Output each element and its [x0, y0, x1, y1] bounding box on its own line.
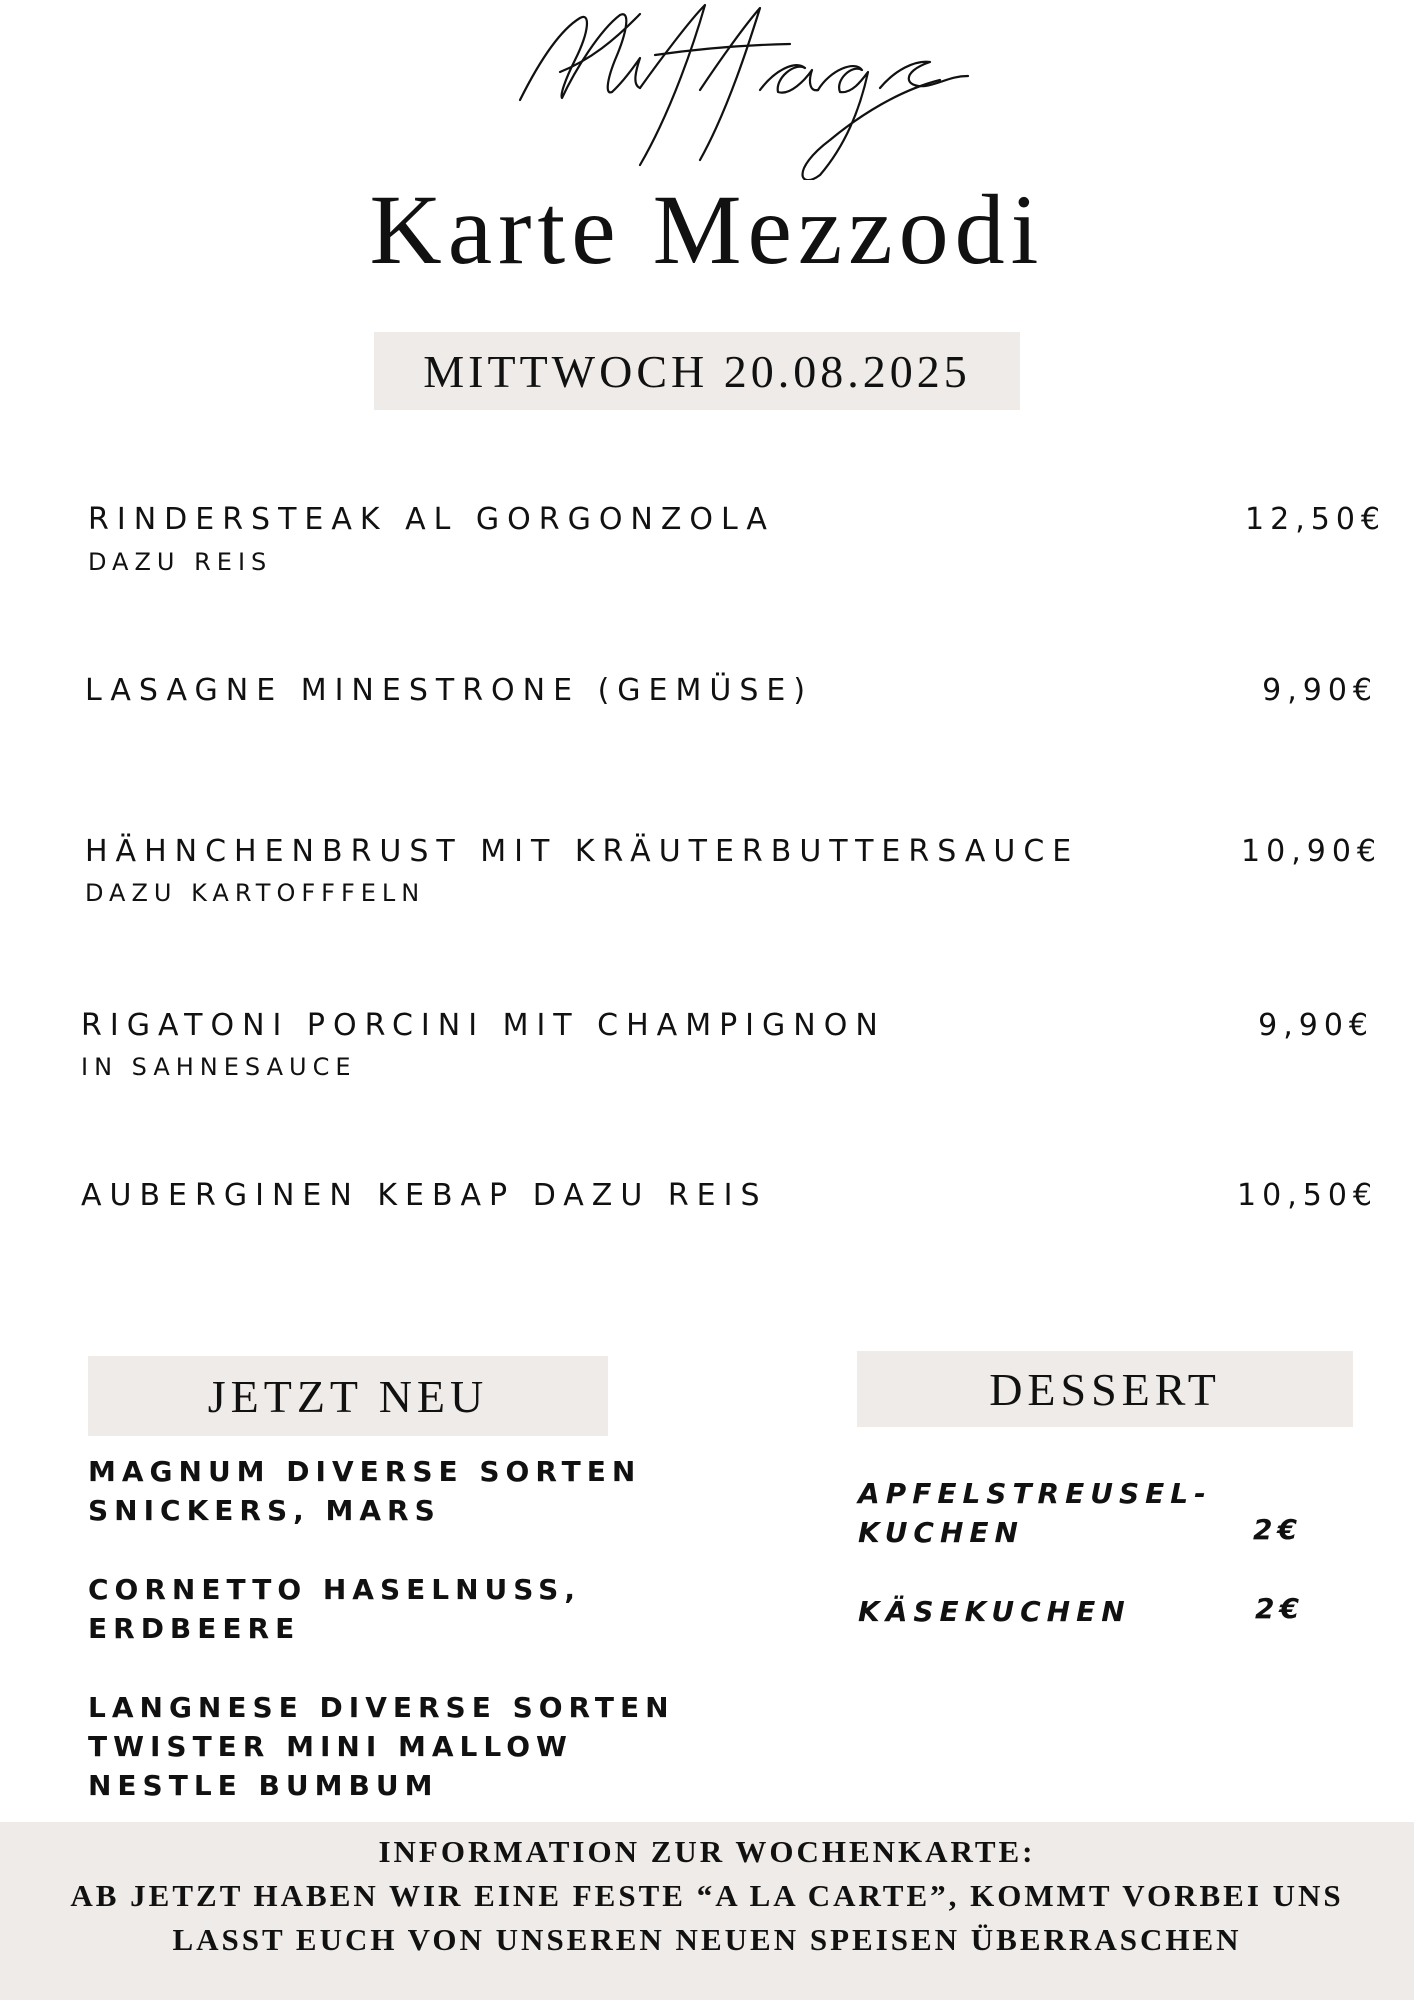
dessert-heading-box	[857, 1351, 1353, 1427]
item-line: TWISTER MINI MALLOW	[88, 1730, 573, 1763]
list-item	[88, 1688, 728, 1805]
script-title-mittags	[0, 0, 1414, 180]
jetzt-neu-heading: JETZT NEU	[207, 1370, 489, 1422]
dish-name: AUBERGINEN KEBAP DAZU REIS	[81, 1178, 768, 1213]
item-line: ERDBEERE	[88, 1612, 301, 1645]
info-heading: INFORMATION ZUR WOCHENKARTE:	[378, 1834, 1036, 1869]
dish-price: 10,50€	[1237, 1178, 1378, 1213]
jetzt-neu-heading-box	[88, 1356, 608, 1436]
item-line: CORNETTO HASELNUSS,	[88, 1573, 581, 1606]
dish-price: 9,90€	[1262, 673, 1378, 708]
dessert-line: KÄSEKUCHEN	[858, 1595, 1131, 1628]
dessert-price: 2€	[1255, 1592, 1304, 1625]
dessert-line: KUCHEN	[858, 1516, 1024, 1549]
page-title: Karte Mezzodi	[369, 174, 1045, 285]
day-badge	[374, 332, 1020, 410]
dish-name: HÄHNCHENBRUST MIT KRÄUTERBUTTERSAUCE	[85, 834, 1080, 869]
dish-name: LASAGNE MINESTRONE (GEMÜSE)	[85, 673, 814, 708]
dish-name: RINDERSTEAK AL GORGONZOLA	[88, 502, 775, 537]
dish-price: 10,90€	[1241, 834, 1382, 869]
script-lettering	[0, 0, 1414, 180]
info-footer	[0, 1822, 1414, 2000]
item-line: NESTLE BUMBUM	[88, 1769, 439, 1802]
dish-price: 12,50€	[1245, 502, 1386, 537]
dessert-line: APFELSTREUSEL-	[858, 1477, 1212, 1510]
dessert-heading: DESSERT	[989, 1363, 1221, 1415]
jetzt-neu-list	[88, 1452, 728, 1845]
dish-name: RIGATONI PORCINI MIT CHAMPIGNON	[81, 1008, 886, 1043]
list-item	[88, 1452, 728, 1530]
list-item	[88, 1570, 728, 1648]
item-line: LANGNESE DIVERSE SORTEN	[88, 1691, 675, 1724]
dish-description: IN SAHNESAUCE	[81, 1053, 357, 1081]
dessert-item-name	[858, 1474, 1212, 1552]
dish-description: DAZU KARTOFFFELN	[85, 879, 426, 907]
info-text-line: LASST EUCH VON UNSEREN NEUEN SPEISEN ÜBERRASCHEN	[172, 1922, 1242, 1957]
item-line: MAGNUM DIVERSE SORTEN	[88, 1455, 642, 1488]
day-label: MITTWOCH 20.08.2025	[423, 345, 971, 397]
dish-description: DAZU REIS	[88, 548, 273, 576]
item-line: SNICKERS, MARS	[88, 1494, 441, 1527]
dish-price: 9,90€	[1258, 1008, 1374, 1043]
info-text-line: AB JETZT HABEN WIR EINE FESTE “A LA CARTE”, KOMMT VORBEI UNS	[70, 1878, 1344, 1913]
dessert-item-name	[858, 1592, 1131, 1631]
dessert-price: 2€	[1253, 1513, 1302, 1546]
